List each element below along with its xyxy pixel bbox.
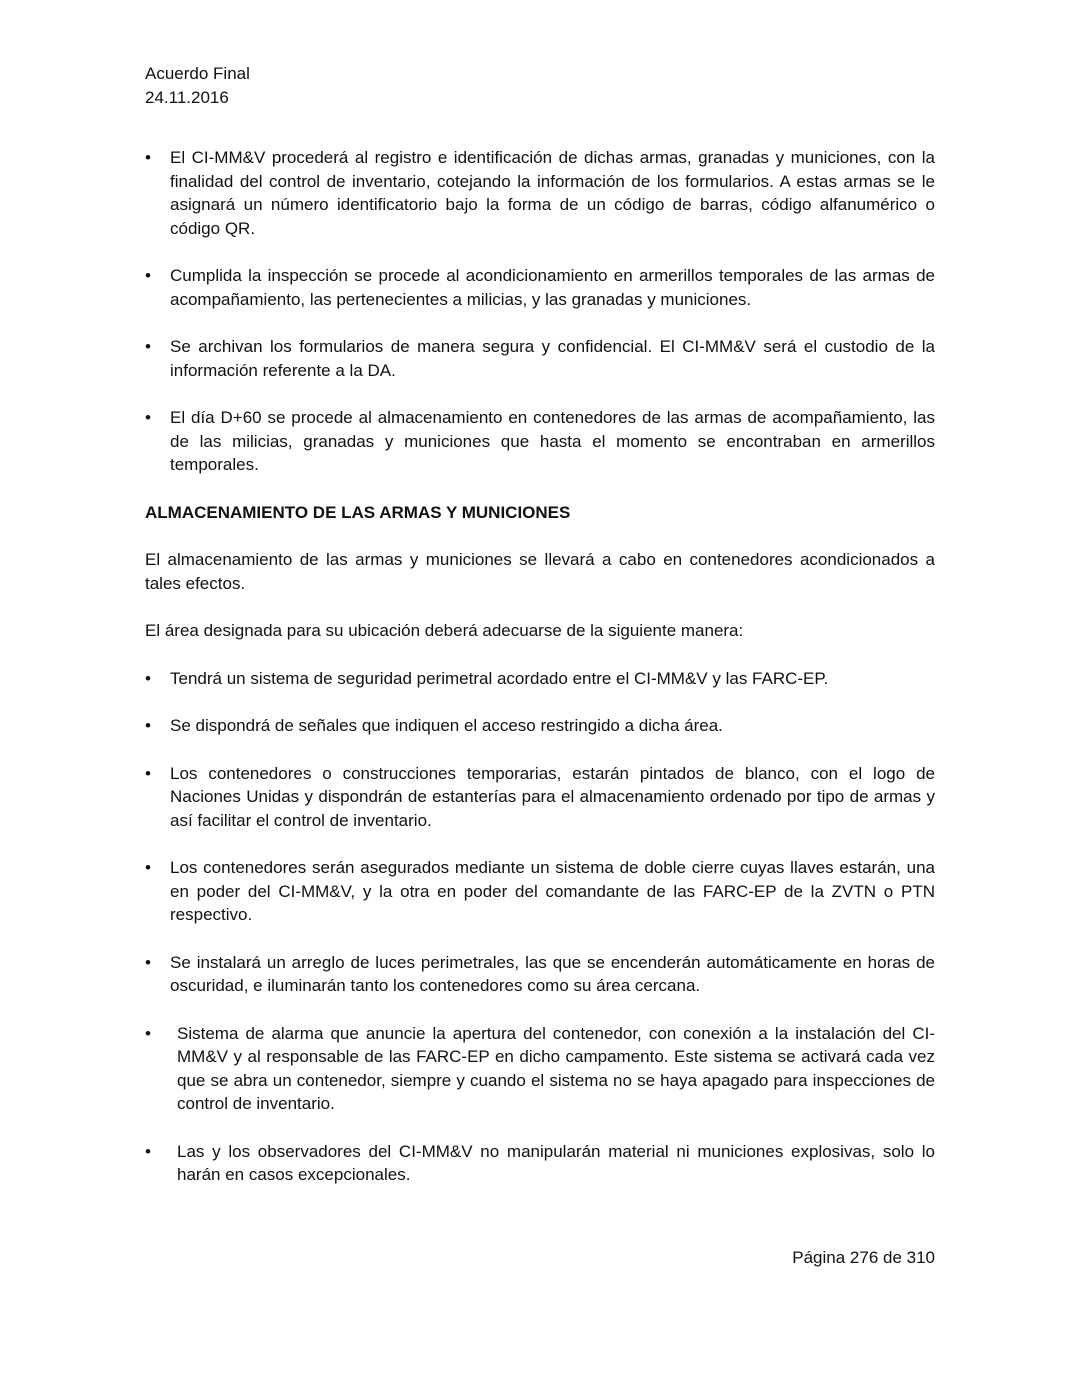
list-item	[145, 406, 935, 477]
list-item	[145, 856, 935, 927]
list-item	[145, 951, 935, 998]
list-item	[145, 762, 935, 833]
bullet-icon: •	[145, 1023, 151, 1043]
list-item	[145, 714, 935, 738]
list-item-text: Los contenedores o construcciones temporarias, estarán pintados de blanco, con el logo de Naciones Unidas y dispondrán de estanterías para el almacenamiento ordenado por tipo de armas y así facilitar el control de inventario.	[170, 763, 935, 830]
list-item-text: Se dispondrá de señales que indiquen el acceso restringido a dicha área.	[170, 716, 723, 735]
page-number: Página 276 de 310	[792, 1248, 935, 1267]
list-item-text: Se archivan los formularios de manera segura y confidencial. El CI-MM&V será el custodio de la información referente a la DA.	[170, 337, 935, 380]
list-item	[145, 1022, 935, 1116]
bullet-icon: •	[145, 716, 151, 735]
list-item	[145, 335, 935, 382]
bullet-icon: •	[145, 1141, 151, 1161]
bullet-icon: •	[145, 148, 151, 167]
bullet-icon: •	[145, 858, 151, 877]
bullet-icon: •	[145, 763, 151, 783]
bullet-icon: •	[145, 337, 151, 356]
bullet-icon: •	[145, 408, 151, 427]
list-item	[145, 146, 935, 240]
paragraph: El área designada para su ubicación deberá adecuarse de la siguiente manera:	[145, 621, 744, 640]
list-item	[145, 264, 935, 311]
document-date: 24.11.2016	[145, 88, 229, 107]
list-item-text: El CI-MM&V procederá al registro e identificación de dichas armas, granadas y municiones, con la finalidad del control de inventario, cotejando la información de los formularios. A estas armas se le asignará un número identificatorio bajo la forma de un código de barras, código alfanumérico o código QR.	[170, 148, 935, 238]
list-item	[145, 667, 935, 691]
bullet-icon: •	[145, 668, 151, 688]
list-item-text: Tendrá un sistema de seguridad perimetral acordado entre el CI-MM&V y las FARC-EP.	[170, 668, 829, 688]
document-title: Acuerdo Final	[145, 64, 250, 83]
bullet-icon: •	[145, 952, 151, 972]
list-item-text: Sistema de alarma que anuncie la apertura del contenedor, con conexión a la instalación del CI-MM&V y al responsable de las FARC-EP en dicho campamento. Este sistema se activará cada vez que se abra un contenedor, siempre y cuando el sistema no se haya apagado para inspecciones de control de inventario.	[177, 1023, 935, 1113]
document-header	[145, 62, 250, 110]
list-item-text: Los contenedores serán asegurados mediante un sistema de doble cierre cuyas llaves estarán, una en poder del CI-MM&V, y la otra en poder del comandante de las FARC-EP de la ZVTN o PTN respectivo.	[170, 858, 935, 924]
document-body	[145, 146, 935, 1211]
bullet-icon: •	[145, 266, 151, 285]
paragraph: El almacenamiento de las armas y municiones se llevará a cabo en contenedores acondicionados a tales efectos.	[145, 550, 935, 593]
list-item	[145, 1140, 935, 1187]
list-item-text: Cumplida la inspección se procede al acondicionamiento en armerillos temporales de las armas de acompañamiento, las pertenecientes a milicias, y las granadas y municiones.	[170, 266, 935, 309]
list-item-text: Se instalará un arreglo de luces perimetrales, las que se encenderán automáticamente en horas de oscuridad, e iluminarán tanto los contenedores como su área cercana.	[170, 952, 935, 995]
list-item-text: Las y los observadores del CI-MM&V no manipularán material ni municiones explosivas, solo lo harán en casos excepcionales.	[177, 1141, 935, 1184]
section-heading: ALMACENAMIENTO DE LAS ARMAS Y MUNICIONES	[145, 502, 571, 522]
list-item-text: El día D+60 se procede al almacenamiento en contenedores de las armas de acompañamiento, las de las milicias, granadas y municiones que hasta el momento se encontraban en armerillos temporales.	[170, 408, 935, 474]
